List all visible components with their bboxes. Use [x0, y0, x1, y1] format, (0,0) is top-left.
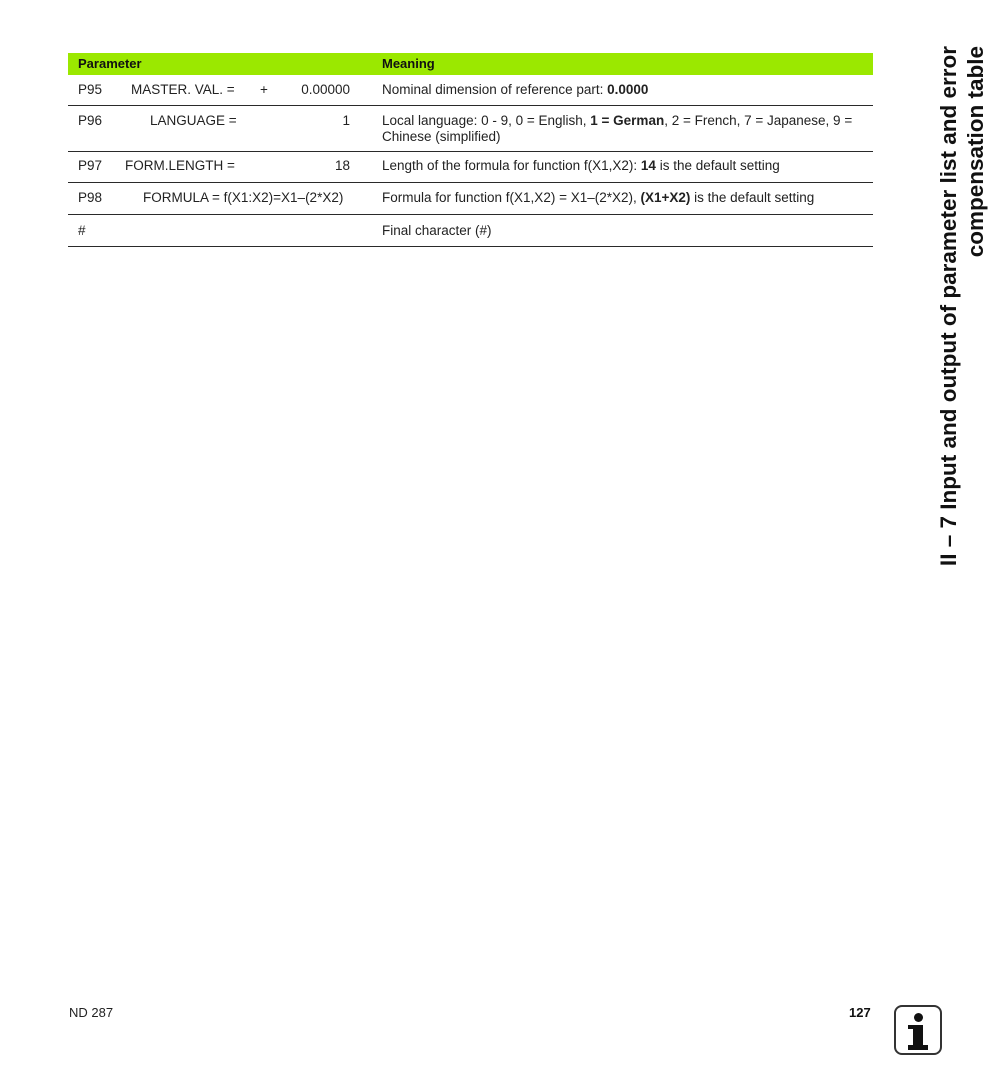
param-meaning: Local language: 0 - 9, 0 = English, 1 = German, 2 = French, 7 = Japanese, 9 = Chinese (simplified) [382, 113, 853, 144]
header-meaning: Meaning [382, 56, 435, 71]
table-row [68, 152, 873, 183]
chapter-title-line2: compensation table [963, 46, 988, 258]
page-number: 127 [849, 1005, 871, 1020]
param-name: FORM.LENGTH = [125, 158, 235, 173]
table-row [68, 106, 873, 152]
param-id: P97 [78, 158, 103, 173]
table-row [68, 183, 873, 215]
chapter-title-line1: II – 7 Input and output of parameter list and error [936, 46, 961, 567]
table-header [68, 53, 873, 75]
param-meaning: Nominal dimension of reference part: 0.0000 [382, 82, 649, 97]
param-value: 0.00000 [301, 82, 350, 97]
manual-name: ND 287 [69, 1005, 114, 1020]
param-id: P98 [78, 190, 103, 205]
param-value: 1 [342, 113, 350, 128]
param-value: 18 [334, 158, 350, 173]
param-name: MASTER. VAL. = [131, 82, 235, 97]
header-parameter: Parameter [78, 56, 142, 71]
info-icon [894, 1005, 942, 1055]
param-id: # [78, 223, 86, 238]
param-sign: + [260, 82, 268, 97]
param-meaning: Formula for function f(X1,X2) = X1–(2*X2), (X1+X2) is the default setting [382, 190, 815, 205]
param-id: P95 [78, 82, 103, 97]
param-meaning: Final character (#) [382, 223, 492, 238]
param-name: LANGUAGE = [150, 113, 237, 128]
table-row [68, 215, 873, 247]
chapter-side-title [873, 0, 988, 660]
table-row [68, 75, 873, 106]
param-id: P96 [78, 113, 103, 128]
parameter-table [68, 53, 873, 247]
param-name: FORMULA = f(X1:X2)=X1–(2*X2) [143, 190, 344, 205]
param-meaning: Length of the formula for function f(X1,X2): 14 is the default setting [382, 158, 780, 173]
